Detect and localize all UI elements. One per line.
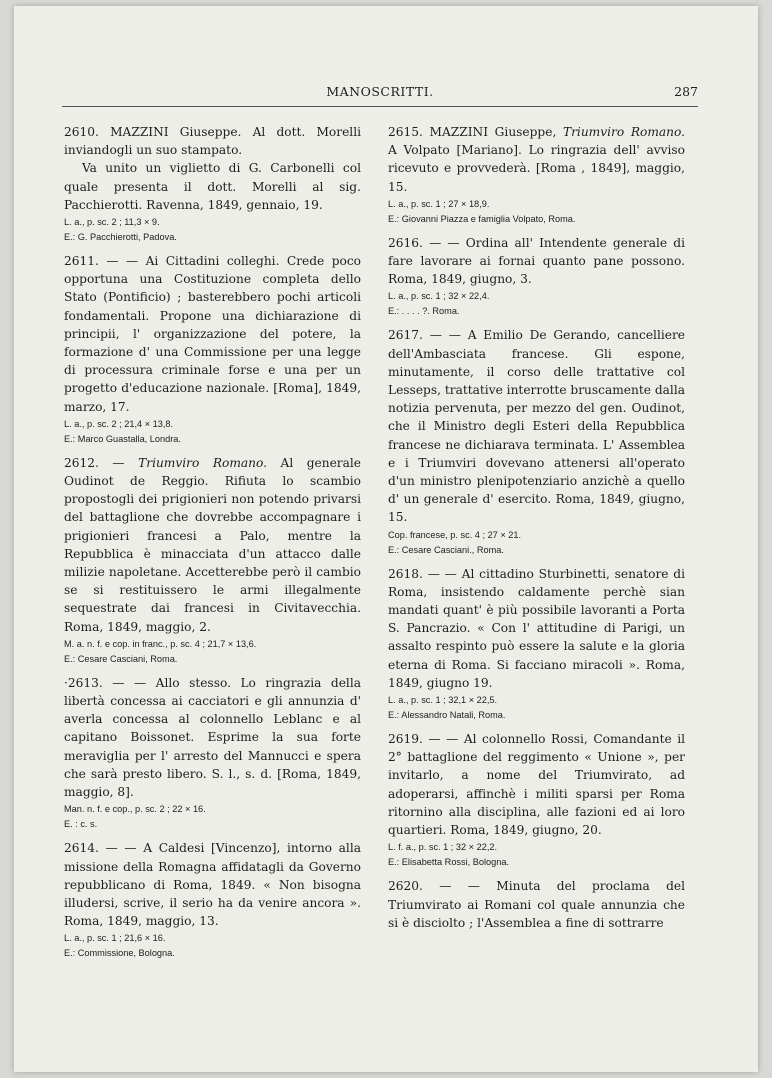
entry-owner: E.: G. Pacchierotti, Padova. [64, 232, 177, 243]
catalog-entry-2613 [64, 674, 361, 831]
page-header [62, 84, 698, 106]
entry-description: L. a., p. sc. 1 ; 21,6 × 16. [64, 933, 166, 944]
right-column [388, 123, 685, 940]
entry-number: 2619. [388, 732, 423, 747]
entry-number: ·2613. [64, 675, 103, 690]
entry-owner: E.: Elisabetta Rossi, Bologna. [388, 857, 510, 868]
entry-number: 2611. [64, 254, 99, 269]
entry-description: L. a., p. sc. 1 ; 27 × 18,9. [388, 198, 490, 209]
entry-number: 2615. [388, 125, 423, 139]
entry-owner: E.: Commissione, Bologna. [64, 948, 175, 959]
entry-number: 2610. [64, 125, 99, 139]
catalog-entry-2616 [388, 234, 685, 319]
entry-text: — — A Emilio De Gerando, cancelliere dell'Ambasciata francese. Gli espone, minutamente, il corso delle trattative col Lesseps, trattative interrotte bruscamente dalla notizia pervenuta, per mezzo del gen. Oudinot, che il Ministro degli Esteri della Repubblica francese ne dichiarava terminata. L' Assemblea e i Triumviri dovevano attenersi all'operato d'un ministro plenipotenziario anzichè a quello d' un generale d' esercito. Roma, 1849, giugno, 15. [388, 328, 686, 525]
catalog-entry-2614 [64, 839, 361, 960]
entry-note: Va unito un viglietto di G. Carbonelli col quale presenta il dott. Morelli al sig. Pacchierotti. Ravenna, 1849, gennaio, 19. [64, 161, 361, 212]
entry-text: — — A Caldesi [Vincenzo], intorno alla missione della Romagna affidatagli da Governo repubblicano di Roma, 1849. « Non bisogna illudersi, scrive, il serio ha da venire ancora ». Roma, 1849, maggio, 13. [64, 841, 361, 929]
entry-description: M. a. n. f. e cop. in franc., p. sc. 4 ; 21,7 × 13,6. [64, 638, 257, 649]
catalog-entry-2612 [64, 454, 361, 666]
catalog-entry-2611 [64, 252, 361, 446]
entry-prefix: MAZZINI Giuseppe, [429, 125, 563, 139]
entry-description: Cop. francese, p. sc. 4 ; 27 × 21. [388, 529, 522, 540]
entry-text: — — Ai Cittadini colleghi. Crede poco opportuna una Costituzione completa dello Stato (Pontificio) ; basterebbero pochi articoli fondamentali. Propone una dichiarazione di principii, l' organizzazione del potere, la formazione d' una Commissione per una legge di processura criminale forse e una per un progetto d'educazione nazionale. [Roma], 1849, marzo, 17. [64, 254, 362, 414]
entry-text: — — Minuta del proclama del Triumvirato ai Romani col quale annunzia che si è disciolto ; l'Assemblea a fine di sottrarre [388, 879, 686, 930]
entry-description: Man. n. f. e cop., p. sc. 2 ; 22 × 16. [64, 804, 206, 815]
entry-title-italic: Triumviro Romano. [562, 125, 685, 139]
entry-description: L. a., p. sc. 2 ; 11,3 × 9. [64, 217, 160, 228]
entry-owner: E.: Alessandro Natali, Roma. [388, 710, 506, 721]
entry-title-italic: Triumviro Romano. [138, 455, 268, 470]
entry-text: — — Al colonnello Rossi, Comandante il 2° battaglione del reggimento « Unione », per invitarlo, a nome del Triumvirato, ad adoperarsi, affinchè i militi sparsi per Roma ritornino alla disciplina, alle fazioni ed ai loro quartieri. Roma, 1849, giugno, 20. [388, 732, 686, 838]
entry-text: — — Al cittadino Sturbinetti, senatore di Roma, insistendo caldamente perchè sian mandati quant' è più possibile lavoranti a Porta S. Pancrazio. « Con l' attitudine di Parigi, un assalto respinto può essere la salute e la gloria eterna di Roma. Si facciano miracoli ». Roma, 1849, giugno 19. [388, 566, 686, 690]
entry-number: 2617. [388, 328, 423, 343]
entry-number: 2612. [64, 455, 99, 470]
entry-number: 2620. [388, 879, 423, 894]
catalog-entry-2610 [64, 123, 361, 244]
entry-text: A Volpato [Mariano]. Lo ringrazia dell' avviso ricevuto e provvederà. [Roma , 1849], maggio, 15. [388, 143, 685, 194]
catalog-entry-2617 [388, 326, 685, 556]
entry-owner: E. : c. s. [64, 819, 98, 830]
entry-owner: E.: Cesare Casciani, Roma. [64, 653, 178, 664]
entry-owner: E.: . . . . ?. Roma. [388, 306, 460, 317]
entry-number: 2616. [388, 235, 423, 250]
catalog-entry-2619 [388, 730, 685, 869]
entry-number: 2618. [388, 566, 423, 581]
entry-description: L. a., p. sc. 1 ; 32,1 × 22,5. [388, 695, 498, 706]
entry-text: — — Allo stesso. Lo ringrazia della libertà concessa ai cacciatori e gli annunzia d' averla concessa al colonnello Leblanc e al capitano Boissonet. Esprime la sua forte meraviglia per l' arresto del Mannucci e spera che sarà presto libero. S. l., s. d. [Roma, 1849, maggio, 8]. [64, 675, 361, 800]
running-title: MANOSCRITTI. [326, 84, 434, 99]
entry-description: L. a., p. sc. 2 ; 21,4 × 13,8. [64, 418, 174, 429]
entry-text: — — Ordina all' Intendente generale di fare lavorare ai fornai quanto pane possono. Roma, 1849, giugno, 3. [388, 235, 686, 287]
header-rule [62, 106, 698, 107]
entry-owner: E.: Giovanni Piazza e famiglia Volpato, Roma. [388, 213, 576, 224]
catalog-entry-2615 [388, 123, 685, 226]
entry-description: L. f. a., p. sc. 1 ; 32 × 22,2. [388, 842, 498, 853]
entry-owner: E.: Marco Guastalla, Londra. [64, 433, 181, 444]
entry-number: 2614. [64, 841, 99, 856]
entry-owner: E.: Cesare Casciani., Roma. [388, 544, 504, 555]
catalog-entry-2618 [388, 565, 685, 722]
catalog-entry-2620 [388, 877, 685, 932]
entry-text: Al generale Oudinot de Reggio. Rifiuta lo scambio propostogli dei prigionieri non potendo privarsi del battaglione che dovrebbe accompagnare i prigionieri francesi a Palo, mentre la Repubblica è minacciata d'un attacco dalle milizie napoletane. Accetterebbe però il cambio se si restituissero le armi illegalmente sequestrate dai francesi in Civitavecchia. Roma, 1849, maggio, 2. [64, 455, 362, 634]
left-column [64, 123, 361, 968]
page-number: 287 [674, 84, 698, 99]
document-page [14, 6, 758, 1072]
entry-prefix: — [112, 455, 139, 470]
entry-text: MAZZINI Giuseppe. Al dott. Morelli inviandogli un suo stampato. [64, 125, 362, 158]
entry-description: L. a., p. sc. 1 ; 32 × 22,4. [388, 291, 490, 302]
